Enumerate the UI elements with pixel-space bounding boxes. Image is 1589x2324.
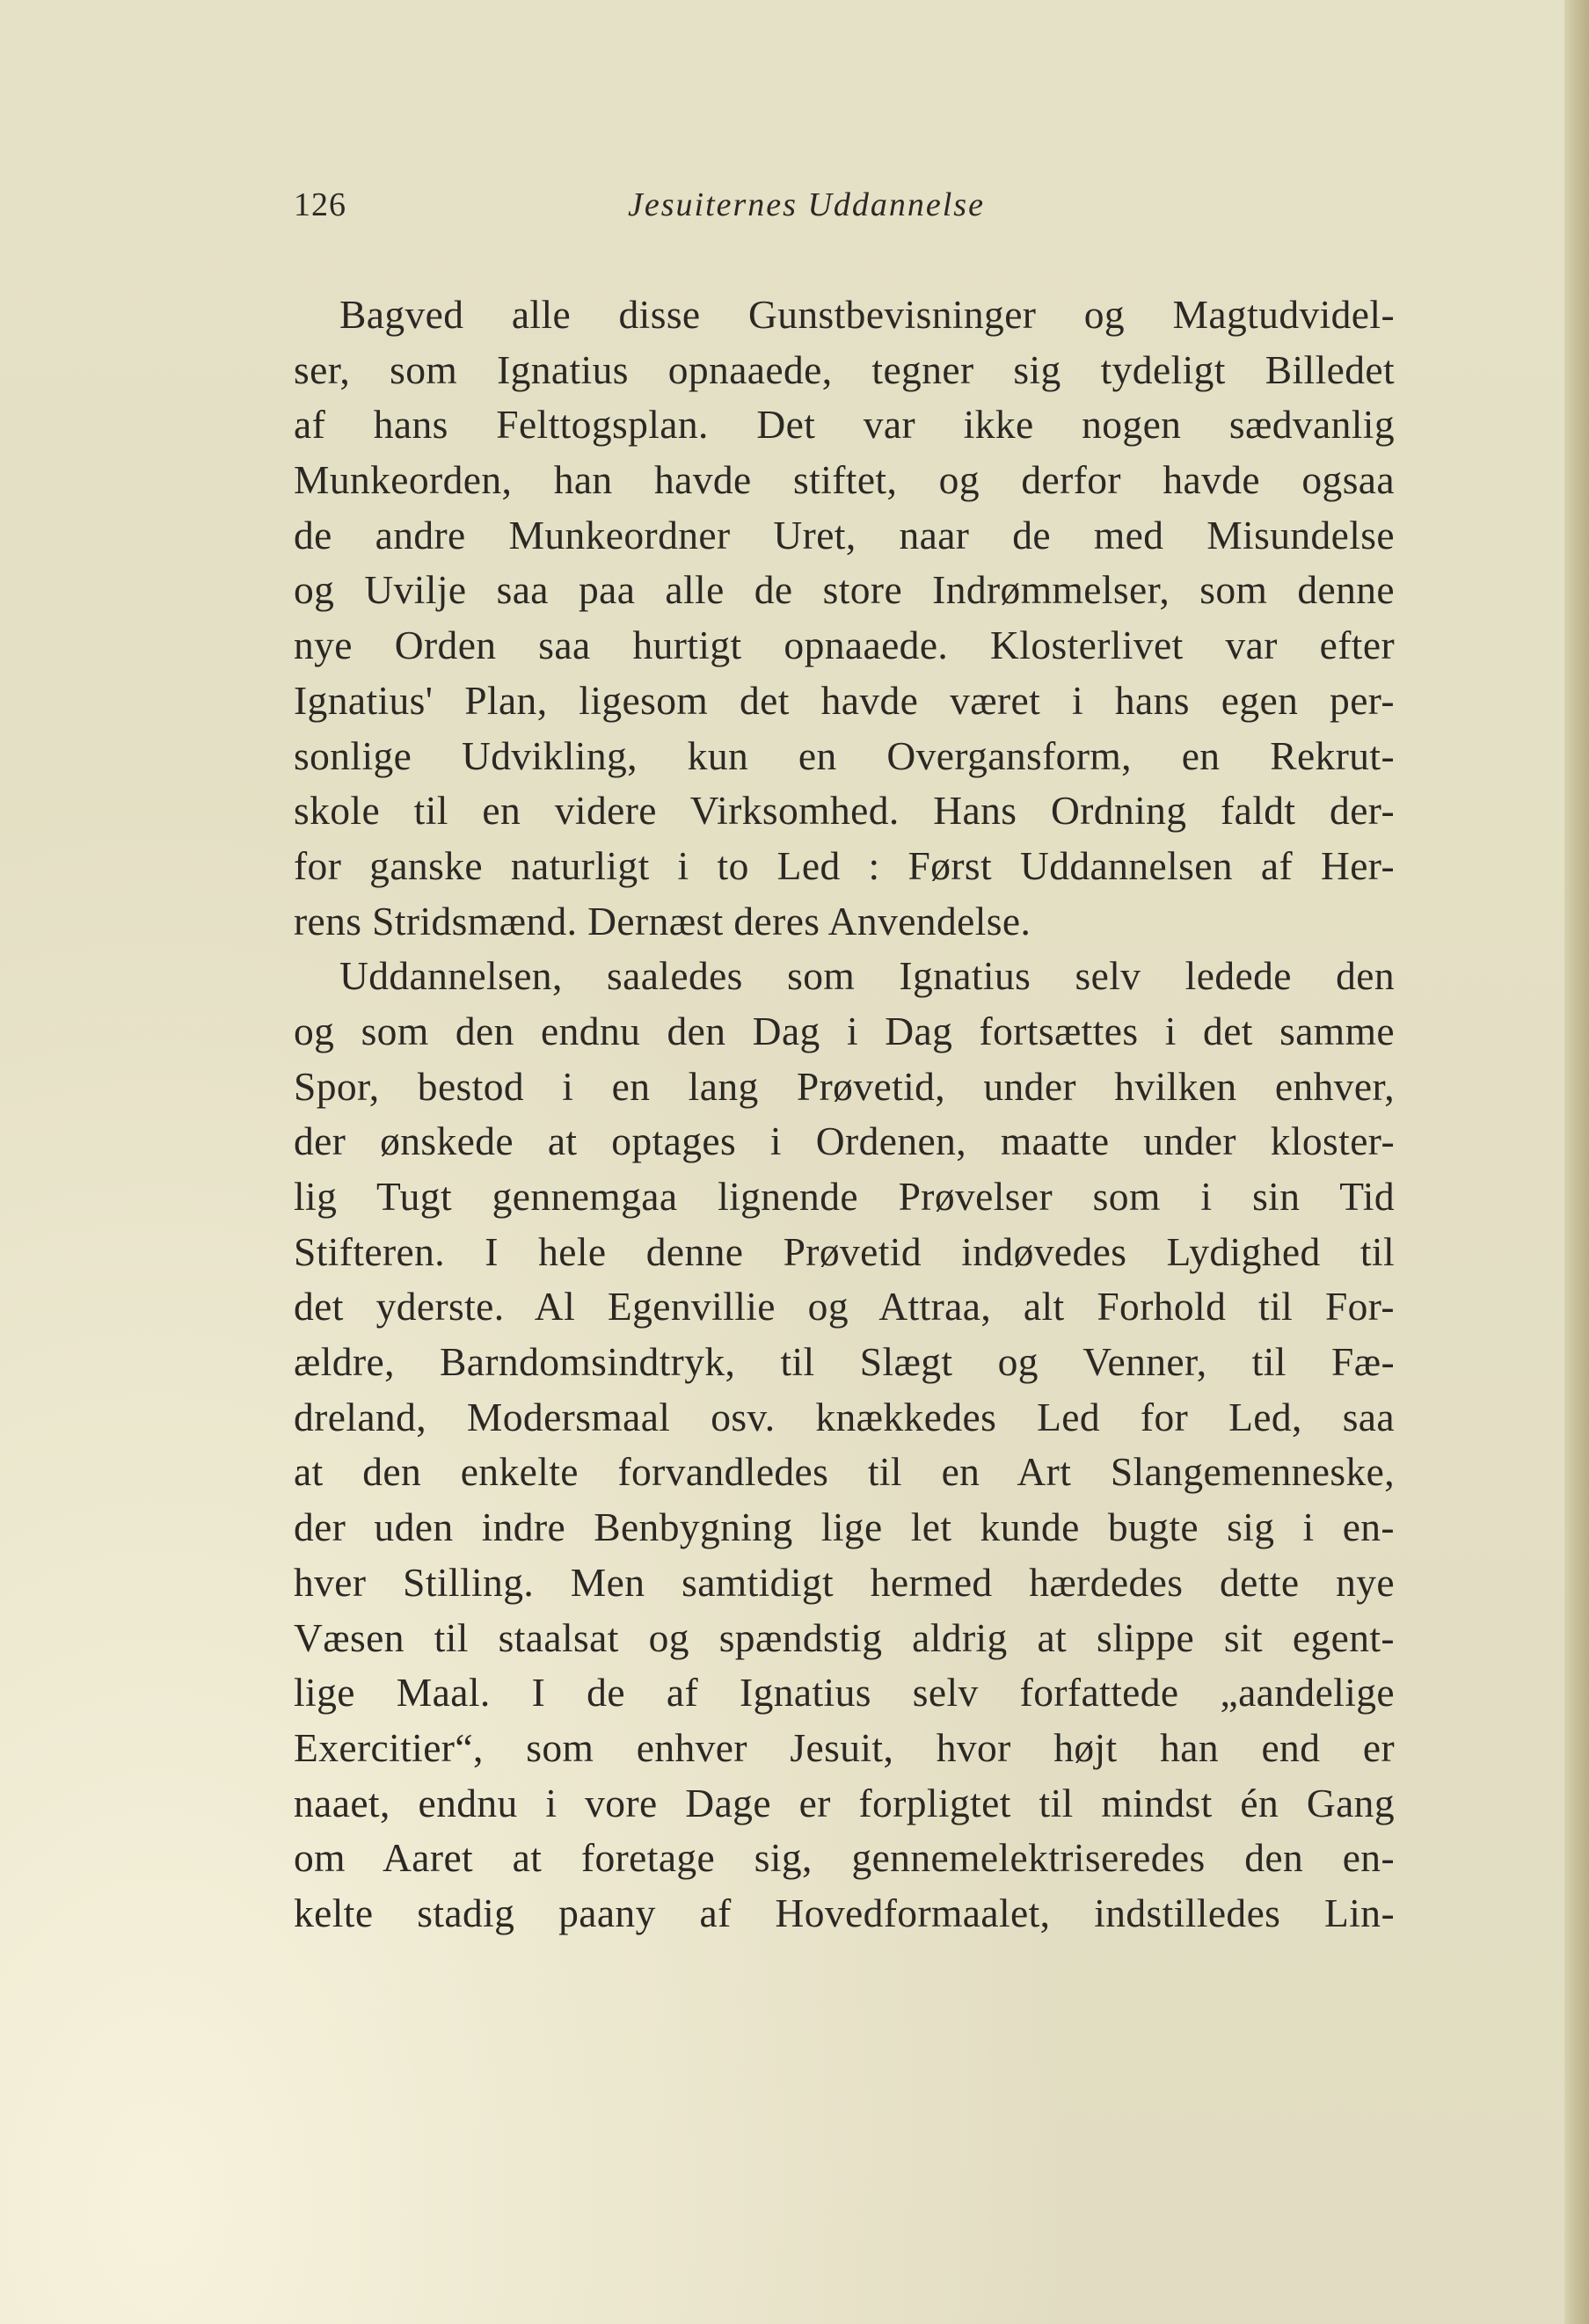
text-line: ældre, Barndomsindtryk, til Slægt og Venner, til Fæ- (294, 1339, 1395, 1385)
text-line: skole til en videre Virksomhed. Hans Ordning faldt der- (294, 788, 1395, 834)
text-line: Munkeorden, han havde stiftet, og derfor havde ogsaa (294, 457, 1395, 503)
text-line: for ganske naturligt i to Led : Først Uddannelsen af Her- (294, 842, 1395, 888)
text-line: lige Maal. I de af Ignatius selv forfattede „aandelige (294, 1670, 1395, 1716)
text-line: kelte stadig paany af Hovedformaalet, indstilledes Lin- (294, 1890, 1395, 1935)
text-line: de andre Munkeordner Uret, naar de med Misundelse (294, 512, 1395, 557)
text-line: sonlige Udvikling, kun en Overgansform, en Rekrut- (294, 732, 1395, 778)
text-line: at den enkelte forvandledes til en Art Slangemenneske, (294, 1449, 1395, 1495)
text-line: Stifteren. I hele denne Prøvetid indøvedes Lydighed til (294, 1228, 1395, 1274)
text-line: der ønskede at optages i Ordenen, maatte under kloster- (294, 1118, 1395, 1164)
text-line: Exercitier“, som enhver Jesuit, hvor højt han end er (294, 1724, 1395, 1770)
text-line: og som den endnu den Dag i Dag fortsættes i det samme (294, 1008, 1395, 1053)
text-line: Bagved alle disse Gunstbevisninger og Magtudvidel- (339, 292, 1395, 337)
text-line: naaet, endnu i vore Dage er forpligtet til mindst én Gang (294, 1780, 1395, 1825)
text-line: lig Tugt gennemgaa lignende Prøvelser som i sin Tid (294, 1174, 1395, 1219)
running-title: Jesuiternes Uddannelse (628, 186, 985, 223)
text-line: og Uvilje saa paa alle de store Indrømmelser, som denne (294, 567, 1395, 613)
text-line: nye Orden saa hurtigt opnaaede. Klosterlivet var efter (294, 623, 1395, 668)
text-line: af hans Felttogsplan. Det var ikke nogen sædvanlig (294, 402, 1395, 448)
page-number: 126 (294, 186, 346, 223)
text-line: der uden indre Benbygning lige let kunde bugte sig i en- (294, 1504, 1395, 1550)
text-line: rens Stridsmænd. Dernæst deres Anvendelse. (294, 898, 1031, 943)
text-line: Uddannelsen, saaledes som Ignatius selv ledede den (339, 953, 1395, 999)
running-head (294, 180, 1041, 229)
text-line: Ignatius' Plan, ligesom det havde været i hans egen per- (294, 677, 1395, 723)
text-line: hver Stilling. Men samtidigt hermed hærdedes dette nye (294, 1559, 1395, 1605)
text-line: ser, som Ignatius opnaaede, tegner sig tydeligt Billedet (294, 346, 1395, 392)
text-line: Spor, bestod i en lang Prøvetid, under hvilken enhver, (294, 1063, 1395, 1109)
text-line: Væsen til staalsat og spændstig aldrig at slippe sit egent- (294, 1614, 1395, 1660)
text-line: dreland, Modersmaal osv. knækkedes Led for Led, saa (294, 1394, 1395, 1439)
page-edge (1564, 0, 1589, 2324)
text-line: om Aaret at foretage sig, gennemelektriseredes den en- (294, 1835, 1395, 1881)
text-line: det yderste. Al Egenvillie og Attraa, alt Forhold til For- (294, 1284, 1395, 1330)
body-text (294, 288, 1395, 1942)
